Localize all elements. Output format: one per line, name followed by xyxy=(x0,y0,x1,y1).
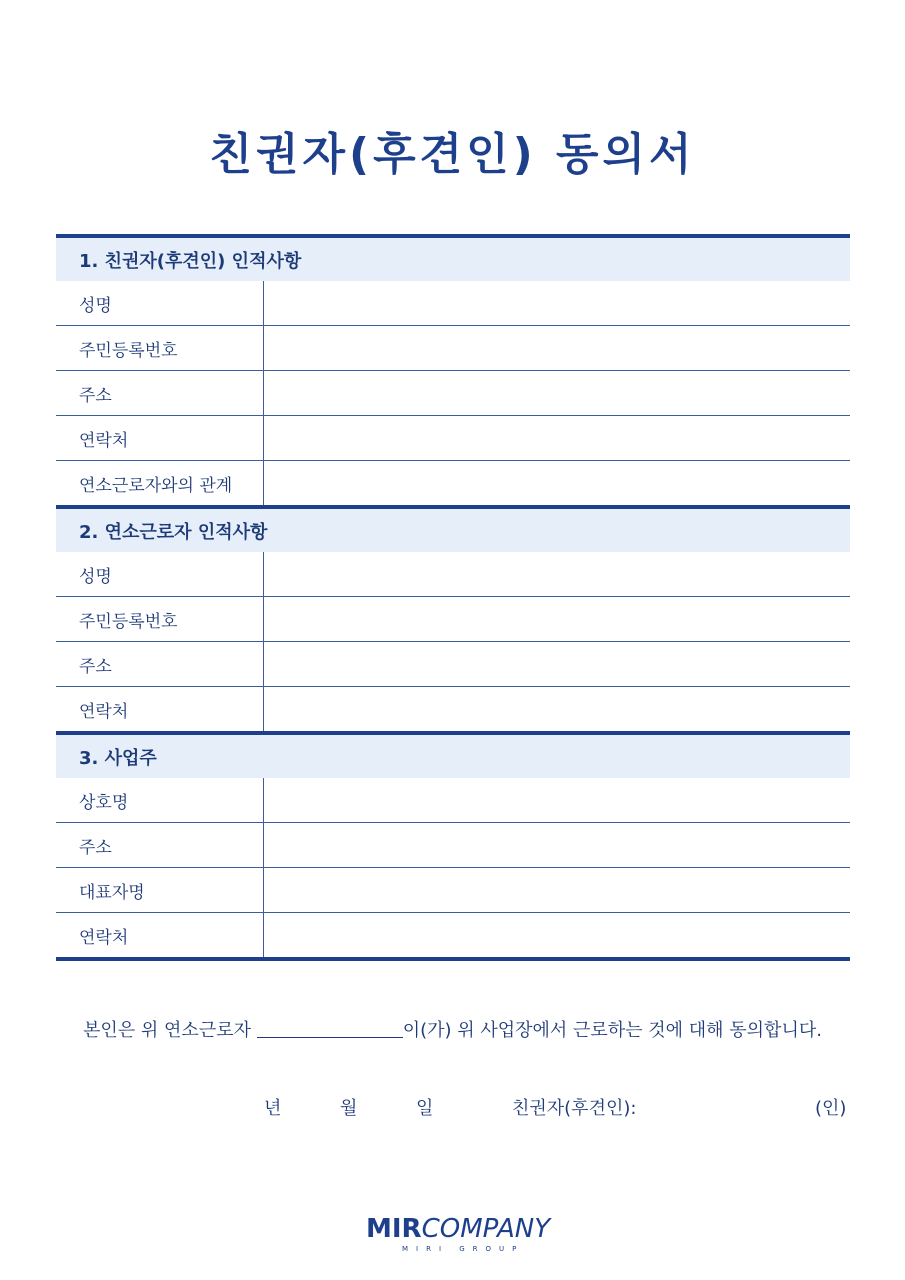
form-row xyxy=(56,913,850,960)
form-row xyxy=(56,416,850,461)
form-row xyxy=(56,868,850,913)
document-title: 친권자(후견인) 동의서 xyxy=(209,129,696,180)
field-label: 주민등록번호 xyxy=(56,326,263,371)
form-row xyxy=(56,687,850,734)
consent-form-table xyxy=(56,234,850,961)
field-value-input[interactable] xyxy=(263,552,850,597)
field-value-input[interactable] xyxy=(263,642,850,687)
field-label: 연락처 xyxy=(56,687,263,734)
field-value-input[interactable] xyxy=(263,913,850,960)
section-heading: 3. 사업주 xyxy=(56,733,850,778)
form-row xyxy=(56,461,850,508)
field-label: 성명 xyxy=(56,281,263,326)
section-heading: 2. 연소근로자 인적사항 xyxy=(56,507,850,552)
minor-name-blank[interactable] xyxy=(257,1019,403,1038)
logo-group-text: MIRI GROUP xyxy=(402,1245,525,1253)
field-value-input[interactable] xyxy=(263,371,850,416)
field-value-input[interactable] xyxy=(263,416,850,461)
logo-mark: MIR xyxy=(366,1214,422,1244)
field-value-input[interactable] xyxy=(263,823,850,868)
field-label: 연락처 xyxy=(56,416,263,461)
form-row xyxy=(56,371,850,416)
section-header-minor-worker xyxy=(56,507,850,552)
field-value-input[interactable] xyxy=(263,868,850,913)
section-header-guardian xyxy=(56,236,850,281)
date-month-label: 월 xyxy=(340,1098,358,1119)
field-label: 주소 xyxy=(56,371,263,416)
seal-mark: (인) xyxy=(815,1098,847,1119)
date-year-label: 년 xyxy=(264,1098,282,1119)
field-label: 대표자명 xyxy=(56,868,263,913)
agreement-text-before: 본인은 위 연소근로자 xyxy=(83,1020,257,1041)
date-day-label: 일 xyxy=(416,1098,434,1119)
field-label: 연락처 xyxy=(56,913,263,960)
form-row xyxy=(56,778,850,823)
field-value-input[interactable] xyxy=(263,687,850,734)
form-row xyxy=(56,326,850,371)
field-label: 주소 xyxy=(56,642,263,687)
field-value-input[interactable] xyxy=(263,326,850,371)
field-label: 성명 xyxy=(56,552,263,597)
agreement-text-after: 이(가) 위 사업장에서 근로하는 것에 대해 동의합니다. xyxy=(402,1020,822,1041)
logo-wordmark xyxy=(366,1214,550,1244)
form-row xyxy=(56,552,850,597)
company-logo xyxy=(366,1214,551,1258)
field-label: 주민등록번호 xyxy=(56,597,263,642)
section-header-employer xyxy=(56,733,850,778)
form-row xyxy=(56,281,850,326)
field-value-input[interactable] xyxy=(263,597,850,642)
form-row xyxy=(56,823,850,868)
field-value-input[interactable] xyxy=(263,281,850,326)
form-row xyxy=(56,597,850,642)
field-label: 주소 xyxy=(56,823,263,868)
field-value-input[interactable] xyxy=(263,461,850,508)
logo-name: COMPANY xyxy=(421,1214,551,1244)
field-value-input[interactable] xyxy=(263,778,850,823)
section-heading: 1. 친권자(후견인) 인적사항 xyxy=(56,236,850,281)
field-label: 연소근로자와의 관계 xyxy=(56,461,263,508)
form-row xyxy=(56,642,850,687)
field-label: 상호명 xyxy=(56,778,263,823)
guardian-signature-label: 친권자(후견인): xyxy=(512,1098,637,1119)
agreement-statement xyxy=(0,1016,905,1042)
